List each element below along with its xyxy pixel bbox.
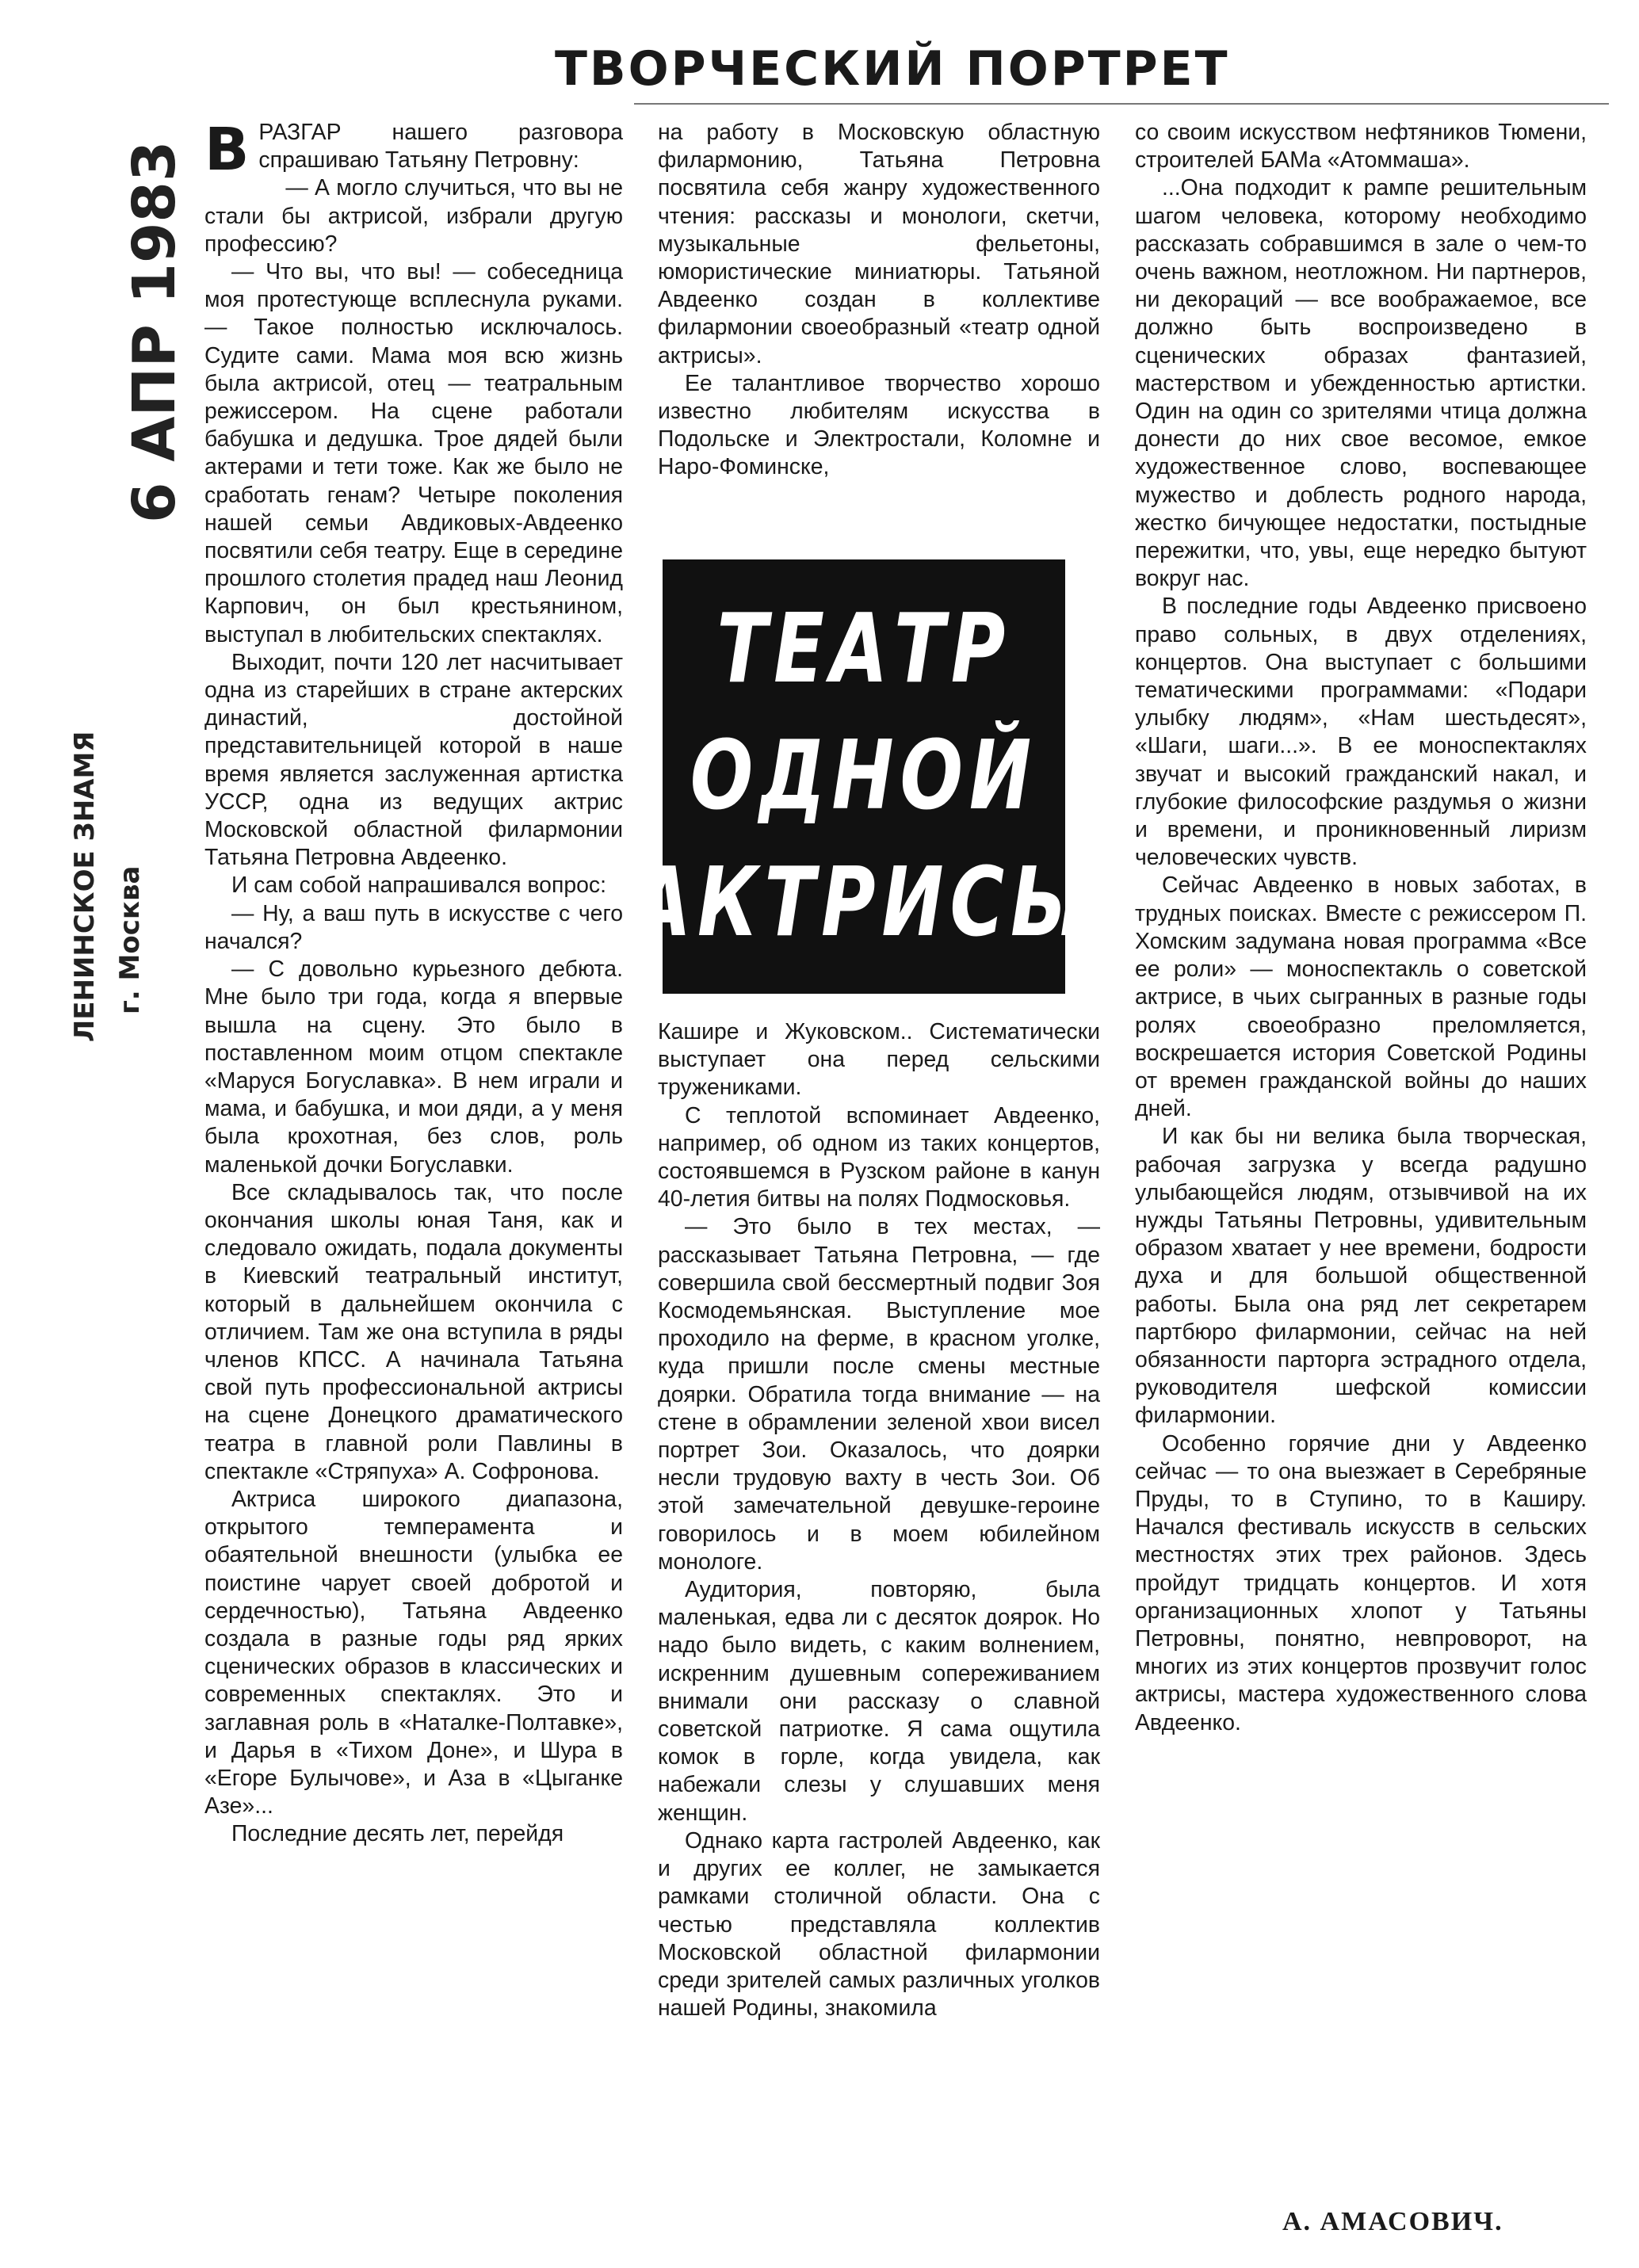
paragraph: Все складывалось так, что после окончания школы юная Таня, как и следовало ожидать, подала документы в Киевский театральный институт, который в дальнейшем окончила с отличием. Там же она вступила в ряды членов КПСС. А начинала Татьяна свой путь профессиональной актрисы на сцене Донецкого драматического театра в главной роли Павлины в спектакле «Стряпуха» А. Софронова. xyxy=(204,1179,623,1484)
article-heading: ТВОРЧЕСКИЙ ПОРТРЕТ xyxy=(555,41,1230,97)
paragraph: — Что вы, что вы! — собеседница моя протестующе всплеснула руками. — Такое полностью исключалось. Судите сами. Мама моя всю жизнь была актрисой, отец — театральным режиссером. На сцене работали бабушка и дедушка. Трое дядей были актерами и тети тоже. Как же было не сработать генам? Четыре поколения нашей семьи Авдиковых-Авдеенко посвятили себя театру. Еще в середине прошлого столетия прадед наш Леонид Карпович, он был крестьянином, выступал в любительских спектаклях. xyxy=(204,259,623,647)
paragraph: Последние десять лет, перейдя xyxy=(231,1821,564,1847)
paragraph: — С довольно курьезного дебюта. Мне было три года, когда я впервые вышла на сцену. Это было в поставленном моим отцом спектакле «Маруся Богуславка». В нем играли и мама, и бабушка, и мои дяди, а у меня была крохотная, без слов, роль маленькой дочки Богуславки. xyxy=(204,956,623,1178)
article-column-3 xyxy=(1135,119,1587,1737)
title-line: ТЕАТР xyxy=(716,594,1011,704)
paragraph: Кашире и Жуковском.. Систематически выступает она перед сельскими тружениками. xyxy=(658,1019,1100,1101)
paragraph: — Ну, а ваш путь в искусстве с чего начался? xyxy=(204,900,623,954)
paragraph: Аудитория, повторяю, была маленькая, едва ли с десяток доярок. Но надо было видеть, с каким волнением, искренним душевным сопереживанием внимали они рассказу о славной советской патриотке. Я сама ощутила комок в горле, когда увидела, как набежали слезы у слушавших меня женщин. xyxy=(658,1577,1100,1826)
newspaper-name: ЛЕНИНСКОЕ ЗНАМЯ xyxy=(69,731,101,1042)
newspaper-stamp xyxy=(55,610,166,1054)
paragraph: В последние годы Авдеенко присвоено право сольных, в двух отделениях, концертов. Она выступает с большими тематическими программами: «Подари улыбку людям», «Нам шестьдесят», «Шаги, шаги...». В ее моноспектаклях звучат и высокий гражданский накал, и глубокие философские раздумья о жизни и времени, и проникновенный лиризм человеческих чувств. xyxy=(1135,594,1587,871)
paragraph: на работу в Московскую областную филармонию, Татьяна Петровна посвятила себя жанру художественного чтения: рассказы и монологи, скетчи, музыкальные фельетоны, юмористические миниатюры. Татьяной Авдеенко создан в коллективе филармонии своеобразный «театр одной актрисы». xyxy=(658,120,1100,368)
paragraph: Однако карта гастролей Авдеенко, как и других ее коллег, не замыкается рамками столичной области. Она с честью представляла коллектив Московской областной филармонии среди зрителей самых различных уголков нашей Родины, знакомила xyxy=(658,1827,1100,2022)
title-line: ОДНОЙ xyxy=(690,721,1038,831)
paragraph: — Это было в тех местах, — рассказывает Татьяна Петровна, — где совершила свой бессмертный подвиг Зоя Космодемьянская. Выступление мое проходило на ферме, в красном уголке, куда пришли после смены местные доярки. Обратила тогда внимание — на стене в обрамлении зеленой хвои висел портрет Зои. Оказалось, что доярки несли трудовую вахту в честь Зои. Об этой замечательной девушке-героине говорилось и в моем юбилейном монологе. xyxy=(658,1214,1100,1575)
article-title-box xyxy=(633,559,1095,994)
paragraph: РАЗГАР нашего разговора спрашиваю Татьяну Петровну: xyxy=(258,120,623,174)
paragraph: Актриса широкого диапазона, открытого темперамента и обаятельной внешности (улыбка ее поистине чарует своей добротой и сердечностью), Татьяна Авдеенко создала в разные годы ряд ярких сценических образов в классических и современных спектаклях. Это и заглавная роль в «Наталке-Полтавке», и Дарья в «Тихом Доне», и Шура в «Егоре Булычове», и Аза в «Цыганке Азе»... xyxy=(204,1486,623,1819)
author-signature: А. АМАСОВИЧ. xyxy=(1282,2207,1503,2236)
article-column-2-top xyxy=(658,119,1100,482)
paragraph: со своим искусством нефтяников Тюмени, строителей БАМа «Атоммаша». xyxy=(1135,120,1587,174)
paragraph: Ее талантливое творчество хорошо известно любителям искусства в Подольске и Электростали, Коломне и Наро-Фоминске, xyxy=(658,370,1100,480)
title-line: АКТРИСЫ xyxy=(633,848,1095,958)
newspaper-city: г. Москва xyxy=(114,865,146,1014)
paragraph: С теплотой вспоминает Авдеенко, например, об одном из таких концертов, состоявшемся в Рузском районе в канун 40-летия битвы на полях Подмосковья. xyxy=(658,1102,1100,1212)
paragraph: Сейчас Авдеенко в новых заботах, в трудных поисках. Вместе с режиссером П. Хомским задумана новая программа «Все ее роли» — моноспектакль о советской актрисе, в чьих сыгранных в разные годы ролях своеобразно преломляется, воскрешается история Советской Родины от времен гражданской войны до наших дней. xyxy=(1135,872,1587,1122)
paragraph: Выходит, почти 120 лет насчитывает одна из старейших в стране актерских династий, достойной представительницей которой в наше время является заслуженная артистка УССР, одна из ведущих актрис Московской областной филармонии Татьяна Петровна Авдеенко. xyxy=(204,649,623,871)
paragraph: Особенно горячие дни у Авдеенко сейчас — то она выезжает в Серебряные Пруды, то в Ступино, то в Каширу. Начался фестиваль искусств в сельских местностях этих трех районов. Здесь пройдут тридцать концертов. И хотя организационных хлопот у Татьяны Петровны, понятно, невпроворот, на многих из этих концертов прозвучит голос актрисы, мастера художественного слова Авдеенко. xyxy=(1135,1430,1587,1735)
paragraph: И как бы ни велика была творческая, рабочая загрузка у всегда радушно улыбающейся людям, отзывчивой на их нужды Татьяны Петровны, удивительным образом хватает у нее времени, бодрости духа и для большой общественной работы. Была она ряд лет секретарем партбюро филармонии, сейчас на ней обязанности парторга эстрадного отдела, руководителя шефской комиссии филармонии. xyxy=(1135,1124,1587,1429)
date-stamp-text: 6 АПР 1983 xyxy=(120,140,189,523)
paragraph: — А могло случиться, что вы не стали бы актрисой, избрали другую профессию? xyxy=(204,175,623,257)
paragraph: И сам собой напрашивался вопрос: xyxy=(231,872,607,899)
header-rule xyxy=(634,103,1609,105)
drop-cap: В xyxy=(204,116,250,184)
article-column-2-bottom xyxy=(658,1018,1100,2022)
article-column-1 xyxy=(204,116,623,1849)
paragraph: ...Она подходит к рампе решительным шагом человека, которому необходимо рассказать собравшимся в зале о чем-то очень важном, неотложном. Ни партнеров, ни декораций — все воображаемое, все должно быть воспроизведено в сценических образах фантазией, мастерством и убежденностью артистки. Один на один со зрителями чтица должна донести до них свое весомое, емкое художественное слово, воспевающее мужество и доблесть родного народа, жестко бичующее недостатки, постыдные пережитки, что, увы, еще нередко бытуют вокруг нас. xyxy=(1135,175,1587,592)
